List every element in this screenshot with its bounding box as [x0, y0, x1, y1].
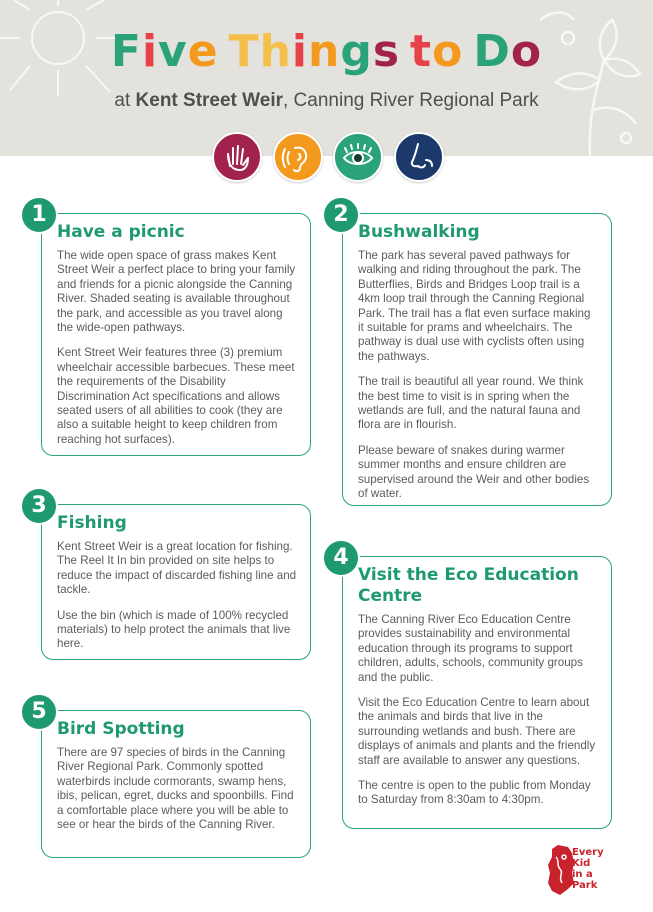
title-letter: e: [187, 26, 219, 77]
logo-line: Every: [572, 847, 604, 858]
card-paragraph: Please beware of snakes during warmer summer months and ensure children are supervised around the Weir and other bodies of water.: [358, 443, 590, 501]
title-letter: t: [410, 26, 433, 77]
title-letter: [463, 26, 473, 77]
title-letter: v: [158, 26, 188, 77]
title-letter: n: [308, 26, 341, 77]
card-paragraph: Kent Street Weir features three (3) premium wheelchair accessible barbecues. These meet the requirements of the Disability Discrimination Act specifications and allows seated users of all abilities to cook (they are also a suitable height to keep children from reaching hot surfaces).: [57, 346, 295, 446]
card-paragraph: The park has several paved pathways for walking and riding throughout the park. The Butterflies, Birds and Bridges Loop trail is a 4km loop trail through the Canning Regional Park. The trail has a flat even surface making it suitable for prams and wheelchairs. The pathway is dual use with cyclists often using the pathways.: [358, 249, 591, 363]
ear-icon: [273, 132, 323, 182]
title-letter: [400, 26, 410, 77]
title-letter: o: [432, 26, 464, 77]
card-bushwalking: [342, 213, 612, 506]
card-paragraph: Use the bin (which is made of 100% recycled materials) to help protect the animals that live here.: [57, 608, 291, 651]
card-paragraph: There are 97 species of birds in the Canning River Regional Park. Commonly spotted waterbirds include cormorants, swamp hens, ibis, pelican, egret, ducks and spoonbills. Find a comfortable place where you will be able to see or hear the birds of the Canning River.: [57, 746, 294, 832]
card-title: Bird Spotting: [57, 719, 185, 739]
page-subtitle: [0, 90, 653, 112]
card-have-a-picnic: [41, 213, 311, 456]
number-badge: 5: [20, 693, 58, 731]
hand-icon: [212, 132, 262, 182]
logo-text: [572, 847, 618, 891]
title-letter: i: [141, 26, 159, 77]
card-title: Have a picnic: [57, 222, 185, 242]
nose-icon: [394, 132, 444, 182]
title-letter: g: [340, 26, 373, 77]
every-kid-in-a-park-logo: [546, 843, 616, 897]
card-visit-eco-education-centre: [342, 556, 612, 829]
logo-line: in a: [572, 869, 593, 880]
card-title: Bushwalking: [358, 222, 480, 242]
title-letter: [219, 26, 229, 77]
title-letter: F: [110, 26, 142, 77]
subtitle-suffix: , Canning River Regional Park: [283, 90, 539, 111]
card-paragraph: The Canning River Eco Education Centre provides sustainability and environmental education through its programs to support children, adults, schools, community groups and the public.: [358, 613, 583, 684]
subtitle-place: Kent Street Weir: [135, 90, 283, 111]
card-paragraph: Visit the Eco Education Centre to learn about the animals and birds that live in the surrounding wetlands and bush. There are displays of animals and plants and the friendly staff are available to answer any questions.: [358, 696, 596, 767]
eye-icon: [333, 132, 383, 182]
logo-line: Park: [572, 880, 598, 891]
subtitle-prefix: at: [114, 90, 136, 111]
number-badge: 3: [20, 487, 58, 525]
title-letter: i: [291, 26, 309, 77]
card-title: Fishing: [57, 513, 127, 533]
title-letter: D: [473, 26, 511, 77]
title-letter: T: [228, 26, 260, 77]
card-title: Visit the Eco Education Centre: [358, 565, 579, 606]
title-letter: h: [259, 26, 292, 77]
senses-row: [212, 132, 444, 180]
card-paragraph: Kent Street Weir is a great location for fishing. The Reel It In bin provided on site helps to reduce the impact of discarded fishing line and tackle.: [57, 540, 297, 597]
card-paragraph: The centre is open to the public from Monday to Saturday from 8:30am to 4:30pm.: [358, 779, 591, 807]
number-badge: 4: [322, 539, 360, 577]
number-badge: 1: [20, 196, 58, 234]
title-letter: s: [372, 26, 401, 77]
card-bird-spotting: [41, 710, 311, 858]
card-paragraph: The trail is beautiful all year round. We think the best time to visit is in spring when the wetlands are full, and the natural fauna and flora are in flourish.: [358, 375, 584, 432]
logo-line: Kid: [572, 858, 591, 869]
title-letter: o: [510, 26, 543, 77]
card-paragraph: The wide open space of grass makes Kent Street Weir a perfect place to bring your family and friends for a picnic alongside the Canning River. Shaded seating is available throughout the park, and accessible as you travel along the wide-open pathways.: [57, 249, 296, 335]
number-badge: 2: [322, 196, 360, 234]
card-fishing: [41, 504, 311, 660]
page-title: [0, 26, 653, 77]
